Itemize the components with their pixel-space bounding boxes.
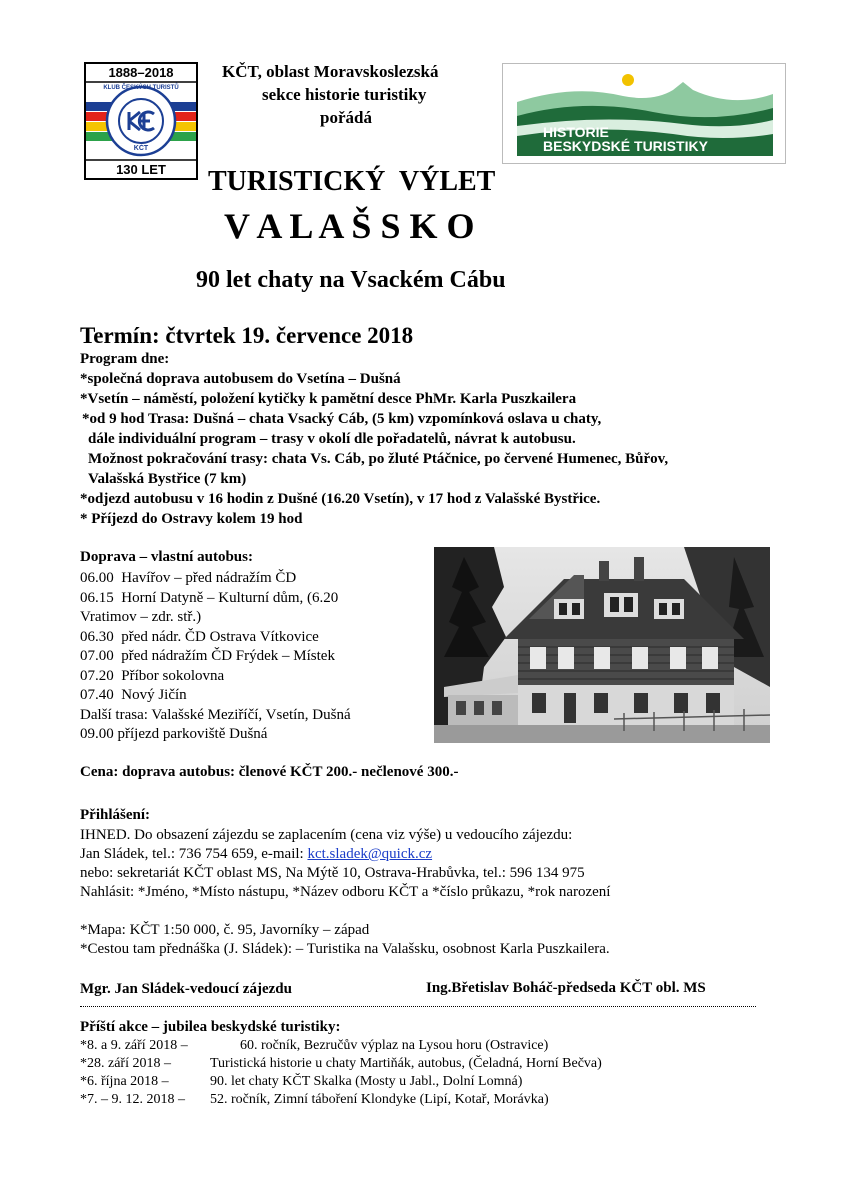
note-line: *Mapa: KČT 1:50 000, č. 95, Javorníky – západ bbox=[80, 922, 370, 938]
doprava-line: 07.00 před nádražím ČD Frýdek – Místek bbox=[80, 648, 335, 664]
next-item-text: 90. let chaty KČT Skalka (Mosty u Jabl., Dolní Lomná) bbox=[210, 1074, 523, 1089]
kct-logo bbox=[84, 62, 198, 180]
program-line: dále individuální program – trasy v okolí dle pořadatelů, návrat k autobusu. bbox=[88, 431, 576, 447]
chalet-photo bbox=[434, 547, 770, 743]
doprava-heading-rest: – vlastní autobus: bbox=[135, 549, 253, 565]
program-line: *od 9 hod Trasa: Dušná – chata Vsacký Cáb, (5 km) vzpomínková oslava u chaty, bbox=[82, 411, 602, 427]
doprava-line: 09.00 příjezd parkoviště Dušná bbox=[80, 726, 268, 742]
next-item-date: *8. a 9. září 2018 – bbox=[80, 1038, 188, 1053]
next-item bbox=[80, 1072, 523, 1091]
doprava-line: Další trasa: Valašské Meziříčí, Vsetín, Dušná bbox=[80, 707, 351, 723]
org-line-3: pořádá bbox=[320, 108, 372, 127]
org-line-1: KČT, oblast Moravskoslezská bbox=[222, 62, 439, 81]
doprava-line: 07.40 Nový Jičín bbox=[80, 687, 187, 703]
historie-logo bbox=[502, 63, 786, 164]
program-heading: Program dne: bbox=[80, 351, 170, 367]
cena: Cena: doprava autobus: členové KČT 200.- nečlenové 300.- bbox=[80, 764, 459, 780]
doprava-line: Vratimov – zdr. stř.) bbox=[80, 609, 202, 625]
next-item-text: 60. ročník, Bezručův výplaz na Lysou horu (Ostravice) bbox=[240, 1038, 549, 1053]
termin: Termín: čtvrtek 19. července 2018 bbox=[80, 323, 414, 348]
logo-years: 1888–2018 bbox=[108, 65, 174, 80]
program-line: Valašská Bystřice (7 km) bbox=[88, 471, 247, 487]
prihlaseni-contact-text: Jan Sládek, tel.: 736 754 659, e-mail: bbox=[80, 846, 308, 862]
next-heading-plain: Příští akce – bbox=[80, 1019, 163, 1035]
org-line-2: sekce historie turistiky bbox=[262, 85, 427, 104]
doprava-line: 06.00 Havířov – před nádražím ČD bbox=[80, 570, 297, 586]
email-link[interactable]: kct.sladek@quick.cz bbox=[307, 846, 433, 862]
signature-right: Ing.Břetislav Boháč-předseda KČT obl. MS bbox=[426, 980, 706, 996]
sun-icon bbox=[622, 74, 634, 86]
next-item-date: *6. října 2018 – bbox=[80, 1074, 169, 1089]
chalet-photo-graphic bbox=[434, 547, 770, 743]
note-line: *Cestou tam přednáška (J. Sládek): – Turistika na Valašsku, osobnost Karla Puszkailera. bbox=[80, 941, 610, 957]
logo-anniversary: 130 LET bbox=[116, 162, 166, 177]
program-line: *společná doprava autobusem do Vsetína – Dušná bbox=[80, 371, 401, 387]
historie-logo-line1: HISTORIE bbox=[543, 124, 609, 140]
next-item-text: 52. ročník, Zimní táboření Klondyke (Lipí, Kotař, Morávka) bbox=[210, 1092, 549, 1107]
doprava-line: 06.15 Horní Datyně – Kulturní dům, (6.20 bbox=[80, 590, 339, 606]
prihlaseni-heading: Přihlášení: bbox=[80, 807, 150, 823]
divider bbox=[80, 1006, 756, 1007]
prihlaseni-line: IHNED. Do obsazení zájezdu se zaplacením (cena viz výše) u vedoucího zájezdu: bbox=[80, 827, 573, 843]
title-line-1: TURISTICKÝ VÝLET bbox=[208, 166, 496, 197]
doprava-line: 06.30 před nádr. ČD Ostrava Vítkovice bbox=[80, 629, 319, 645]
title-line-2: V A L A Š S K O bbox=[224, 206, 475, 246]
program-line: Možnost pokračování trasy: chata Vs. Cáb, po žluté Ptáčnice, po červené Humenec, Bůřov, bbox=[88, 451, 669, 467]
doprava-heading bbox=[80, 548, 253, 567]
next-item-date: *7. – 9. 12. 2018 – bbox=[80, 1092, 185, 1107]
next-item-date: *28. září 2018 – bbox=[80, 1056, 171, 1071]
logo-ring-text: KLUB ČESKÝCH TURISTŮ bbox=[103, 85, 179, 91]
program-line: *Vsetín – náměstí, položení kytičky k pamětní desce PhMr. Karla Puszkailera bbox=[80, 391, 577, 407]
program-line: * Příjezd do Ostravy kolem 19 hod bbox=[80, 511, 303, 527]
next-heading bbox=[80, 1018, 340, 1037]
doprava-line: 07.20 Příbor sokolovna bbox=[80, 668, 225, 684]
signature-left: Mgr. Jan Sládek-vedoucí zájezdu bbox=[80, 981, 292, 997]
next-heading-bold: jubilea beskydské turistiky: bbox=[162, 1019, 341, 1035]
subtitle: 90 let chaty na Vsackém Cábu bbox=[196, 267, 506, 293]
doprava-heading-bold: Doprava bbox=[80, 549, 136, 565]
prihlaseni-line: Nahlásit: *Jméno, *Místo nástupu, *Název odboru KČT a *číslo průkazu, *rok narození bbox=[80, 884, 611, 900]
prihlaseni-line: nebo: sekretariát KČT oblast MS, Na Mýtě 10, Ostrava-Hrabůvka, tel.: 596 134 975 bbox=[80, 865, 585, 881]
next-item-text: Turistická historie u chaty Martiňák, autobus, (Čeladná, Horní Bečva) bbox=[210, 1056, 602, 1071]
historie-logo-line2: BESKYDSKÉ TURISTIKY bbox=[543, 138, 708, 154]
next-item bbox=[80, 1054, 602, 1073]
program-line: *odjezd autobusu v 16 hodin z Dušné (16.20 Vsetín), v 17 hod z Valašské Bystřice. bbox=[80, 491, 601, 507]
logo-monogram: KČT bbox=[133, 145, 149, 152]
next-item bbox=[80, 1090, 549, 1109]
next-item bbox=[80, 1036, 549, 1055]
prihlaseni-contact bbox=[80, 845, 432, 864]
